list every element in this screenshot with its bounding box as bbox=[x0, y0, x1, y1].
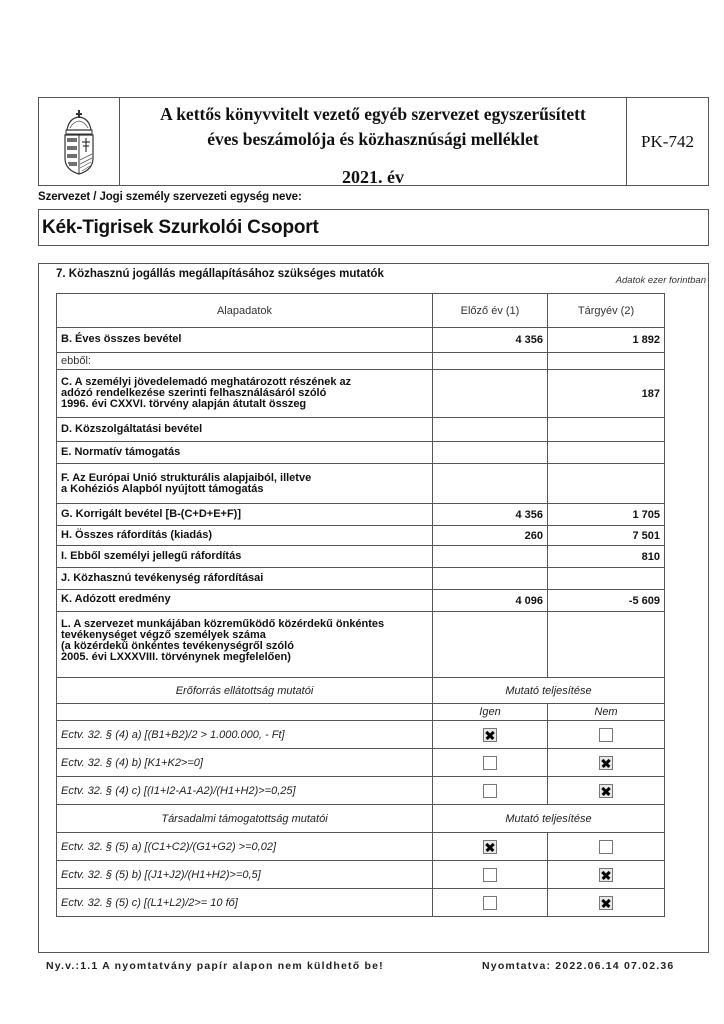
empty-cell bbox=[57, 704, 433, 721]
table-row bbox=[57, 442, 665, 464]
form-year: 2021. év bbox=[342, 167, 404, 187]
indicator-row bbox=[57, 777, 665, 805]
current-year-value bbox=[548, 612, 665, 678]
current-year-value bbox=[548, 464, 665, 504]
checkbox-yes-unchecked[interactable] bbox=[483, 784, 497, 798]
prev-year-value: 4 096 bbox=[433, 590, 548, 612]
row-label-line: 2005. évi LXXXVIII. törvénynek megfelelően) bbox=[61, 651, 291, 663]
yes-cell bbox=[433, 749, 548, 777]
row-label-line: adózó rendelkezése szerinti felhasználásáról szóló bbox=[61, 387, 327, 399]
checkbox-yes-checked[interactable] bbox=[483, 840, 497, 854]
prev-year-value bbox=[433, 546, 548, 568]
indicator-label: Ectv. 32. § (5) a) [(C1+C2)/(G1+G2) >=0,02] bbox=[57, 833, 433, 861]
checkbox-yes-checked[interactable] bbox=[483, 728, 497, 742]
no-cell bbox=[548, 721, 665, 749]
hungarian-coat-of-arms-icon bbox=[61, 108, 97, 176]
current-year-value: 1 705 bbox=[548, 504, 665, 526]
resource-header-row bbox=[57, 678, 665, 704]
table-row bbox=[57, 568, 665, 590]
row-label-line: (a közérdekű önkéntes tevékenységről szóló bbox=[61, 640, 294, 652]
prev-year-value: 260 bbox=[433, 526, 548, 546]
indicator-label: Ectv. 32. § (5) b) [(J1+J2)/(H1+H2)>=0,5] bbox=[57, 861, 433, 889]
social-block-header: Társadalmi támogatottság mutatói bbox=[57, 805, 433, 833]
current-year-value: 7 501 bbox=[548, 526, 665, 546]
prev-year-value bbox=[433, 612, 548, 678]
row-label: D. Közszolgáltatási bevétel bbox=[57, 418, 433, 442]
column-header: Tárgyév (2) bbox=[548, 294, 665, 328]
column-header: Előző év (1) bbox=[433, 294, 548, 328]
row-label-line: a Kohéziós Alapból nyújtott támogatás bbox=[61, 482, 264, 495]
checkbox-no-checked[interactable] bbox=[599, 896, 613, 910]
current-year-value: 810 bbox=[548, 546, 665, 568]
no-cell bbox=[548, 861, 665, 889]
table-row bbox=[57, 612, 665, 678]
form-code: PK-742 bbox=[641, 131, 694, 151]
indicator-label: Ectv. 32. § (4) c) [(I1+I2-A1-A2)/(H1+H2)>=0,25] bbox=[57, 777, 433, 805]
checkbox-no-checked[interactable] bbox=[599, 868, 613, 882]
row-label: J. Közhasznú tevékenység ráfordításai bbox=[57, 568, 433, 590]
yes-cell bbox=[433, 777, 548, 805]
prev-year-value bbox=[433, 370, 548, 418]
prev-year-value: 4 356 bbox=[433, 504, 548, 526]
checkbox-no-checked[interactable] bbox=[599, 756, 613, 770]
no-cell bbox=[548, 777, 665, 805]
row-label: B. Éves összes bevétel bbox=[57, 328, 433, 353]
checkbox-no-unchecked[interactable] bbox=[599, 840, 613, 854]
social-header-row bbox=[57, 805, 665, 833]
current-year-value bbox=[548, 442, 665, 464]
row-label bbox=[57, 464, 433, 504]
indicator-row bbox=[57, 861, 665, 889]
org-name-label: Szervezet / Jogi személy szervezeti egység neve: bbox=[38, 191, 302, 203]
checkbox-no-unchecked[interactable] bbox=[599, 728, 613, 742]
indicator-row bbox=[57, 889, 665, 917]
fulfilment-header: Mutató teljesítése bbox=[433, 805, 665, 833]
indicator-row bbox=[57, 833, 665, 861]
table-row bbox=[57, 464, 665, 504]
form-header bbox=[38, 97, 709, 186]
indicator-label: Ectv. 32. § (4) b) [K1+K2>=0] bbox=[57, 749, 433, 777]
row-label: K. Adózott eredmény bbox=[57, 590, 433, 612]
row-label-line: 1996. évi CXXVI. törvény alapján átutalt összeg bbox=[61, 398, 307, 410]
resource-block-header: Erőforrás ellátottság mutatói bbox=[57, 678, 433, 704]
fulfilment-header: Mutató teljesítése bbox=[433, 678, 665, 704]
checkbox-no-checked[interactable] bbox=[599, 784, 613, 798]
current-year-value bbox=[548, 353, 665, 370]
table-row bbox=[57, 353, 665, 370]
table-header-row bbox=[57, 294, 665, 328]
indicator-row bbox=[57, 749, 665, 777]
title-line-1: A kettős könyvvitelt vezető egyéb szervezet egyszerűsített bbox=[160, 104, 586, 124]
org-name-field: Kék-Tigrisek Szurkolói Csoport bbox=[38, 209, 709, 246]
row-label: E. Normatív támogatás bbox=[57, 442, 433, 464]
title-line-2: éves beszámolója és közhasznúsági melléklet bbox=[207, 129, 539, 149]
table-row bbox=[57, 504, 665, 526]
table-row bbox=[57, 546, 665, 568]
indicator-row bbox=[57, 721, 665, 749]
prev-year-value: 4 356 bbox=[433, 328, 548, 353]
current-year-value: -5 609 bbox=[548, 590, 665, 612]
section-public-benefit-indicators bbox=[38, 263, 709, 953]
no-column-header: Nem bbox=[548, 704, 665, 721]
yes-cell bbox=[433, 833, 548, 861]
current-year-value bbox=[548, 568, 665, 590]
section-title: 7. Közhasznú jogállás megállapításához szükséges mutatók bbox=[56, 268, 384, 280]
footer-print-timestamp: Nyomtatva: 2022.06.14 07.02.36 bbox=[482, 960, 675, 972]
checkbox-yes-unchecked[interactable] bbox=[483, 756, 497, 770]
checkbox-yes-unchecked[interactable] bbox=[483, 896, 497, 910]
row-label bbox=[57, 612, 433, 678]
row-label-line: L. A szervezet munkájában közreműködő közérdekű önkéntes bbox=[61, 618, 385, 630]
yes-cell bbox=[433, 889, 548, 917]
row-label-line: F. Az Európai Unió strukturális alapjaiból, illetve bbox=[61, 471, 312, 484]
row-label bbox=[57, 370, 433, 418]
checkbox-yes-unchecked[interactable] bbox=[483, 868, 497, 882]
table-row bbox=[57, 526, 665, 546]
row-label: I. Ebből személyi jellegű ráfordítás bbox=[57, 546, 433, 568]
table-row bbox=[57, 418, 665, 442]
current-year-value: 1 892 bbox=[548, 328, 665, 353]
table-row bbox=[57, 328, 665, 353]
row-label: H. Összes ráfordítás (kiadás) bbox=[57, 526, 433, 546]
form-title bbox=[120, 98, 627, 185]
prev-year-value bbox=[433, 418, 548, 442]
unit-note: Adatok ezer forintban bbox=[615, 275, 706, 286]
logo-cell bbox=[39, 98, 120, 185]
row-label: ebből: bbox=[57, 353, 433, 370]
table-row bbox=[57, 590, 665, 612]
column-header: Alapadatok bbox=[57, 294, 433, 328]
row-label-line: C. A személyi jövedelemadó meghatározott részének az bbox=[61, 376, 352, 388]
no-cell bbox=[548, 889, 665, 917]
yes-no-header-row bbox=[57, 704, 665, 721]
prev-year-value bbox=[433, 442, 548, 464]
row-label-line: tevékenységet végző személyek száma bbox=[61, 629, 266, 641]
table-row bbox=[57, 370, 665, 418]
yes-cell bbox=[433, 721, 548, 749]
indicator-label: Ectv. 32. § (5) c) [(L1+L2)/2>= 10 fő] bbox=[57, 889, 433, 917]
current-year-value bbox=[548, 418, 665, 442]
prev-year-value bbox=[433, 353, 548, 370]
current-year-value: 187 bbox=[548, 370, 665, 418]
footer-version-note: Ny.v.:1.1 A nyomtatvány papír alapon nem küldhető be! bbox=[46, 960, 384, 972]
no-cell bbox=[548, 833, 665, 861]
row-label: G. Korrigált bevétel [B-(C+D+E+F)] bbox=[57, 504, 433, 526]
no-cell bbox=[548, 749, 665, 777]
indicators-table bbox=[56, 293, 665, 917]
yes-column-header: Igen bbox=[433, 704, 548, 721]
yes-cell bbox=[433, 861, 548, 889]
prev-year-value bbox=[433, 568, 548, 590]
prev-year-value bbox=[433, 464, 548, 504]
indicator-label: Ectv. 32. § (4) a) [(B1+B2)/2 > 1.000.000, - Ft] bbox=[57, 721, 433, 749]
